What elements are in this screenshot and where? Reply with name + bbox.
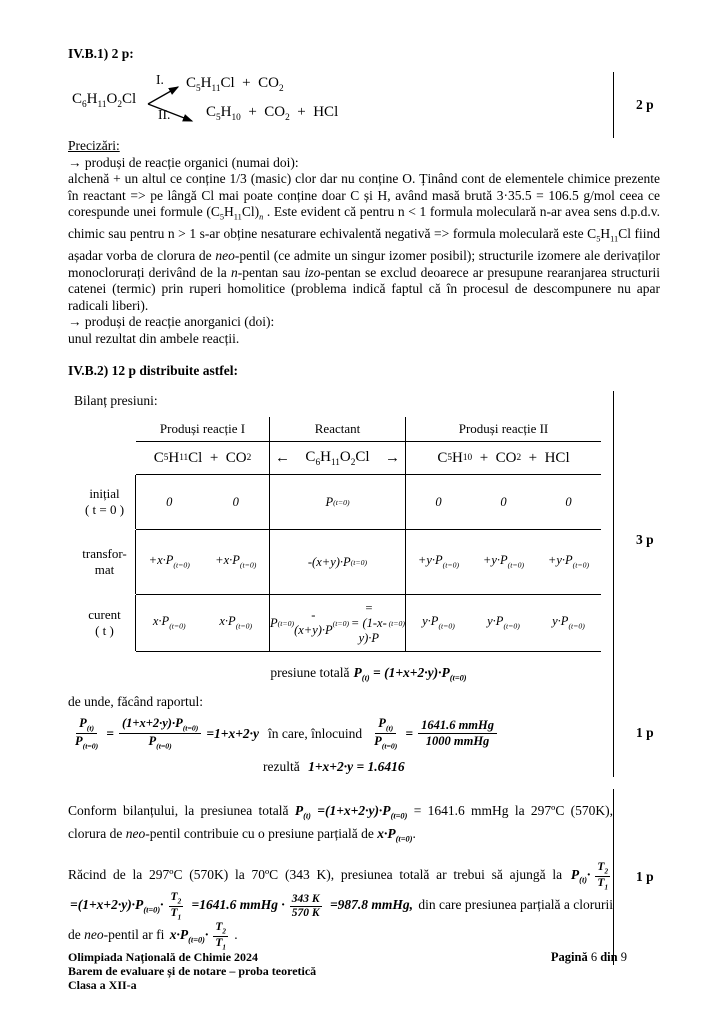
- current-products-i: [136, 595, 269, 652]
- table-cell: 0: [500, 494, 507, 509]
- page-current: 6: [590, 950, 598, 964]
- cooling-tail-text: din care presiunea parțială a clorurii de neo-pentil ar fi: [68, 897, 614, 943]
- initial-products-i: [136, 475, 269, 530]
- table-reactant-formula: $C_6H_{11}O_2Cl$: [305, 448, 370, 468]
- inorganic-products-note: unul rezultat din ambele reacții.: [68, 330, 240, 346]
- score-ratio: [613, 688, 705, 777]
- points-badge: 3 p: [636, 531, 654, 547]
- result-math: 1+x+2·y = 1.6416: [308, 758, 405, 774]
- table-cell: $+x\cdot P_{(t=0)}$: [148, 552, 190, 570]
- section-b2-heading: IV.B.2) 12 p distribuite astfel:: [68, 363, 239, 379]
- points-badge: 1 p: [636, 724, 654, 740]
- points-badge: 1 p: [636, 868, 654, 884]
- footer-left: [68, 950, 316, 992]
- table-caption: Bilanț presiuni:: [74, 393, 158, 409]
- fraction-pt-over-pt0-2: $\frac{P_{(t)}}{P_{(t=0)}}$: [374, 716, 398, 751]
- table-cell: $y\cdot P_{(t=0)}$: [487, 613, 520, 631]
- ratio-result-line: [263, 759, 613, 775]
- table-cell: 0: [565, 494, 572, 509]
- partial-pressure-block: [68, 789, 705, 965]
- table-cell: 0: [232, 494, 239, 509]
- cooling-paragraph: [68, 861, 613, 951]
- table-cell: $x\cdot P_{(t=0)}$: [219, 613, 253, 631]
- branch-label-2: II.: [158, 107, 171, 122]
- cooling-math-2: $=(1+x+2\cdot y)\cdot P_{(t=0)}\cdot$: [70, 897, 164, 916]
- result-label: rezultă: [263, 758, 300, 774]
- partial-pressure-area: [68, 789, 613, 965]
- table-cell: $y\cdot P_{(t=0)}$: [422, 613, 455, 631]
- page-word: Pagină: [550, 950, 588, 964]
- formula-products-ii: C 5 H 10 + CO 2 + HCl: [406, 442, 601, 475]
- col-header-products-ii: Produși reacție II: [406, 417, 601, 442]
- score-cooling: [613, 789, 705, 965]
- reactant-formula: $C_6H_{11}O_2Cl$: [72, 91, 137, 110]
- cooling-math-3: =1641.6 mmHg ·: [191, 897, 285, 913]
- inorganic-products-bullet: → produși de reacție anorganici (doi):: [68, 314, 275, 330]
- initial-products-ii: [406, 475, 601, 530]
- products-line-1: $C_5H_{11}Cl + CO_2$: [186, 75, 284, 94]
- pressure-table-area: [68, 391, 613, 688]
- table-cell: $+y\cdot P_{(t=0)}$: [482, 552, 525, 570]
- reaction-scheme: [68, 72, 613, 138]
- table-cell: 0: [166, 494, 173, 509]
- fraction-t2-t1: $\frac{T_2}{T_1}$: [170, 891, 182, 922]
- transformed-products-i: [136, 530, 269, 595]
- score-scheme: [613, 72, 705, 138]
- table-cell: $+y\cdot P_{(t=0)}$: [417, 552, 460, 570]
- page-number: [551, 950, 627, 965]
- table-cell: $+y\cdot P_{(t=0)}$: [547, 552, 590, 570]
- footer-olympiad-title: Olimpiada Națională de Chimie 2024: [68, 950, 259, 964]
- branch-label-1: I.: [156, 72, 164, 87]
- total-pressure-label: presiune totală: [270, 665, 350, 681]
- row-label-transformed: transfor- mat: [74, 530, 136, 594]
- table-cell: $x\cdot P_{(t=0)}$: [152, 613, 186, 631]
- precizari-title: Precizări:: [68, 138, 120, 153]
- products-line-2: $C_5H_{10} + CO_2$ + HCl: [206, 104, 339, 123]
- conform-paragraph: Conform bilanțului, la presiunea totală $P_{(t)} =(1+x+2\cdot y)\cdot P_{(t=0)} = 1641.6$ mmHg la 297ºC (570K), clorura de neo-pentil contribuie cu o presiune parțială de $x\cdot P_{(t=0)}$.: [68, 803, 613, 844]
- formula-products-i: C 5 H 11 Cl + CO 2: [136, 442, 269, 475]
- table-cell: $y\cdot P_{(t=0)}$: [552, 613, 585, 631]
- row-label-initial: inițial ( t = 0 ): [74, 475, 136, 529]
- cooling-lead-text: Răcind de la 297ºC (570K) la 70ºC (343 K), presiunea totală ar trebui să ajungă la: [68, 867, 563, 883]
- cooling-math-1: $P_{(t)}\cdot$: [570, 867, 591, 886]
- page-total: 9: [620, 950, 627, 964]
- footer-document-type: Barem de evaluare și de notare – proba teoretică: [68, 964, 317, 978]
- section-b1-heading: IV.B.1) 2 p:: [68, 46, 134, 61]
- arrow-left-icon: ←: [275, 449, 290, 466]
- col-header-reactant: Reactant: [269, 417, 406, 442]
- total-pressure-row: [136, 652, 601, 688]
- equals-sign: =: [106, 725, 114, 741]
- ratio-intro: de unde, făcând raportul:: [68, 694, 203, 710]
- ratio-simplified: =1+x+2·y: [206, 725, 260, 741]
- fraction-t2-t1: $\frac{T_2}{T_1}$: [597, 861, 609, 892]
- total-pressure-math: $P_{(t)} = (1+x+2\cdot y)\cdot P_{(t=0)}$: [353, 664, 467, 683]
- ratio-equation: [72, 716, 613, 751]
- current-products-ii: [406, 595, 601, 652]
- fraction-t2-t1: $\frac{T_2}{T_1}$: [215, 921, 226, 952]
- footer-class: Clasa a XII-a: [68, 978, 137, 992]
- period: .: [234, 927, 238, 943]
- formula-reactant-cell: [269, 442, 406, 475]
- formula-row-spacer: [74, 442, 136, 475]
- equals-sign: =: [405, 725, 414, 741]
- arrow-right-icon: →: [385, 449, 400, 466]
- organic-products-bullet: → produși de reacție organici (numai doi):: [68, 154, 299, 170]
- reaction-scheme-block: [68, 72, 705, 138]
- transformed-reactant: -(x+y)·P (t=0): [269, 530, 406, 595]
- page-footer: [68, 950, 705, 992]
- fraction-pt-over-pt0: $\frac{P_{(t)}}{P_{(t=0)}}$: [75, 716, 99, 751]
- fraction-expanded: $\frac{(1+x+2\cdot y)\cdot P_{(t=0)}}{P_{(t=0)}}$: [119, 716, 201, 751]
- cooling-math-5: $x\cdot P_{(t=0)}\cdot$: [169, 927, 209, 946]
- ratio-connector-text: în care, înlocuind: [268, 725, 363, 741]
- ratio-equation-block: [68, 688, 705, 777]
- pressure-balance-table: [74, 417, 613, 688]
- col-header-products-i: Produși reacție I: [136, 417, 269, 442]
- page-of-word: din: [600, 950, 618, 964]
- current-reactant: P (t=0) - (x+y)·P (t=0) = = (1-x-y)·P (t=0): [269, 595, 406, 652]
- cooling-math-4: =987.8 mmHg,: [329, 897, 414, 913]
- branch-arrow-1: [148, 87, 178, 104]
- ratio-equation-area: [68, 688, 613, 777]
- score-table: [613, 391, 705, 688]
- transformed-products-ii: [406, 530, 601, 595]
- fraction-mmhg-values: $\frac{\text{1641.6 mmHg}}{\text{1000 mmHg}}$: [418, 718, 497, 749]
- organic-products-paragraph: alchenă + un altul ce conține 1/3 (masic) clor dar nu conține O. Ținând cont de elementele chimice prezente în reactant => pe lângă Cl mai poate conține doar C și H, având masă brută 3·35.5 = 106.5 g/mol ceea ce corespunde unei formule $(C_5H_{11}Cl)_n$ . Este evident că pentru n < 1 formula moleculară n-ar avea sens d.p.d.v. chimic sau pentru n > 1 s-ar obține nesaturare echivalentă negativă => formula moleculară este $C_5H_{11}Cl$ fiind așadar vorba de clorura de neo-pentil (ce admite un singur izomer posibil); structurile izomere ale derivaților monoclorurați derivând de la n-pentan sau izo-pentan se exclud deoarece ar presupune rearanjarea structurii catenei (termic) prin ruperi homolitice (problema indică faptul că în procesul de descompunere nu apar radicali liberi).: [68, 171, 660, 313]
- points-badge: 2 p: [636, 97, 654, 112]
- fraction-343-570: $\frac{343 K}{570 K}$: [291, 892, 320, 919]
- pressure-table-block: [68, 391, 705, 688]
- initial-reactant: P (t=0): [269, 475, 406, 530]
- table-cell: 0: [435, 494, 442, 509]
- row-label-current: curent ( t ): [74, 595, 136, 651]
- table-corner-cell: [74, 417, 136, 442]
- table-cell: $+x\cdot P_{(t=0)}$: [215, 552, 257, 570]
